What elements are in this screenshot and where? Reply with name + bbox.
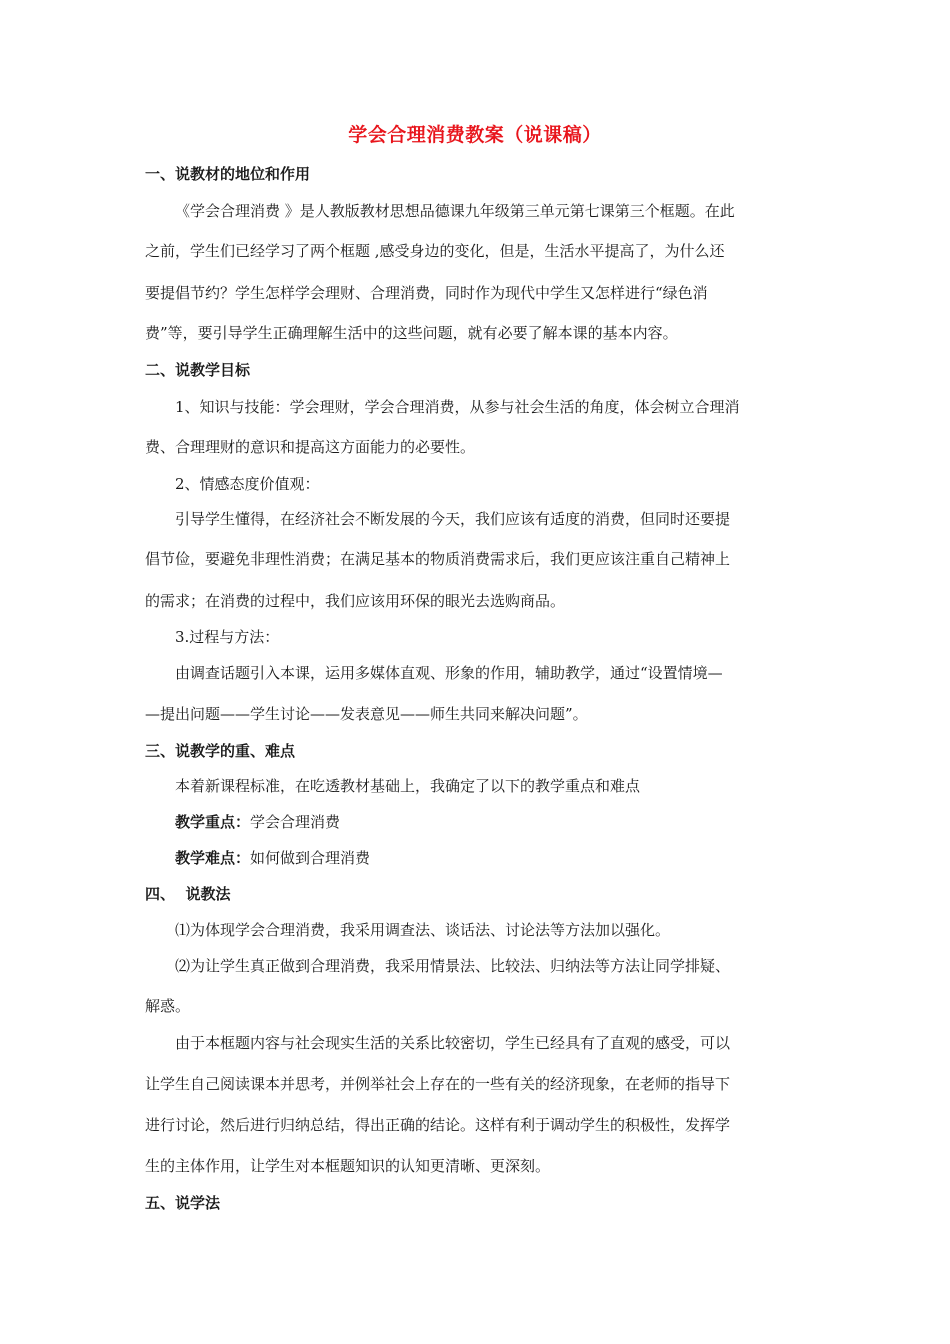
paragraph-line: ⑵为让学生真正做到合理消费，我采用情景法、比较法、归纳法等方法让同学排疑、 bbox=[175, 957, 731, 975]
paragraph-line: 生的主体作用，让学生对本框题知识的认知更清晰、更深刻。 bbox=[145, 1157, 551, 1175]
paragraph-line: 让学生自己阅读课本并思考，并例举社会上存在的一些有关的经济现象，在老师的指导下 bbox=[145, 1075, 731, 1093]
paragraph-line: 由于本框题内容与社会现实生活的关系比较密切，学生已经具有了直观的感受，可以 bbox=[175, 1034, 731, 1052]
paragraph-line: 2、情感态度价值观： bbox=[175, 475, 320, 493]
paragraph-line: 进行讨论，然后进行归纳总结，得出正确的结论。这样有利于调动学生的积极性，发挥学 bbox=[145, 1116, 731, 1134]
paragraph-line: 《学会合理消费 》是人教版教材思想品德课九年级第三单元第七课第三个框题。在此 bbox=[175, 202, 735, 220]
difficult-point-line bbox=[175, 847, 370, 868]
paragraph-line: 倡节俭，要避免非理性消费；在满足基本的物质消费需求后，我们更应该注重自己精神上 bbox=[145, 550, 731, 568]
paragraph-line: 的需求；在消费的过程中，我们应该用环保的眼光去选购商品。 bbox=[145, 592, 566, 610]
paragraph-line: —提出问题——学生讨论——发表意见——师生共同来解决问题”。 bbox=[145, 705, 588, 723]
difficult-point-label: 教学难点： bbox=[175, 849, 251, 867]
section-heading-2: 二、说教学目标 bbox=[145, 361, 251, 379]
paragraph-line: ⑴为体现学会合理消费，我采用调查法、谈话法、讨论法等方法加以强化。 bbox=[175, 921, 671, 939]
key-point-line bbox=[175, 811, 340, 832]
section-heading-3: 三、说教学的重、难点 bbox=[145, 742, 296, 760]
paragraph-line: 引导学生懂得，在经济社会不断发展的今天，我们应该有适度的消费，但同时还要提 bbox=[175, 510, 731, 528]
difficult-point-value: 如何做到合理消费 bbox=[250, 849, 371, 867]
paragraph-line: 本着新课程标准，在吃透教材基础上，我确定了以下的教学重点和难点 bbox=[175, 777, 641, 795]
paragraph-line: 之前，学生们已经学习了两个框题 ,感受身边的变化，但是，生活水平提高了，为什么还 bbox=[145, 242, 725, 260]
document-title: 学会合理消费教案（说课稿） bbox=[348, 124, 602, 146]
paragraph-line: 由调查话题引入本课，运用多媒体直观、形象的作用，辅助教学，通过“设置情境— bbox=[175, 664, 723, 682]
paragraph-line: 解惑。 bbox=[145, 997, 191, 1015]
paragraph-line: 要提倡节约？学生怎样学会理财、合理消费，同时作为现代中学生又怎样进行“绿色消 bbox=[145, 284, 708, 302]
section-heading-5: 五、说学法 bbox=[145, 1194, 221, 1212]
paragraph-line: 费、合理理财的意识和提高这方面能力的必要性。 bbox=[145, 438, 476, 456]
section-heading-1: 一、说教材的地位和作用 bbox=[145, 165, 311, 183]
paragraph-line: 费”等，要引导学生正确理解生活中的这些问题，就有必要了解本课的基本内容。 bbox=[145, 324, 678, 342]
paragraph-line: 1、知识与技能：学会理财，学会合理消费，从参与社会生活的角度，体会树立合理消 bbox=[175, 398, 740, 416]
key-point-label: 教学重点： bbox=[175, 813, 251, 831]
section-heading-4: 四、 说教法 bbox=[145, 885, 231, 903]
key-point-value: 学会合理消费 bbox=[250, 813, 341, 831]
paragraph-line: 3.过程与方法： bbox=[175, 628, 280, 646]
